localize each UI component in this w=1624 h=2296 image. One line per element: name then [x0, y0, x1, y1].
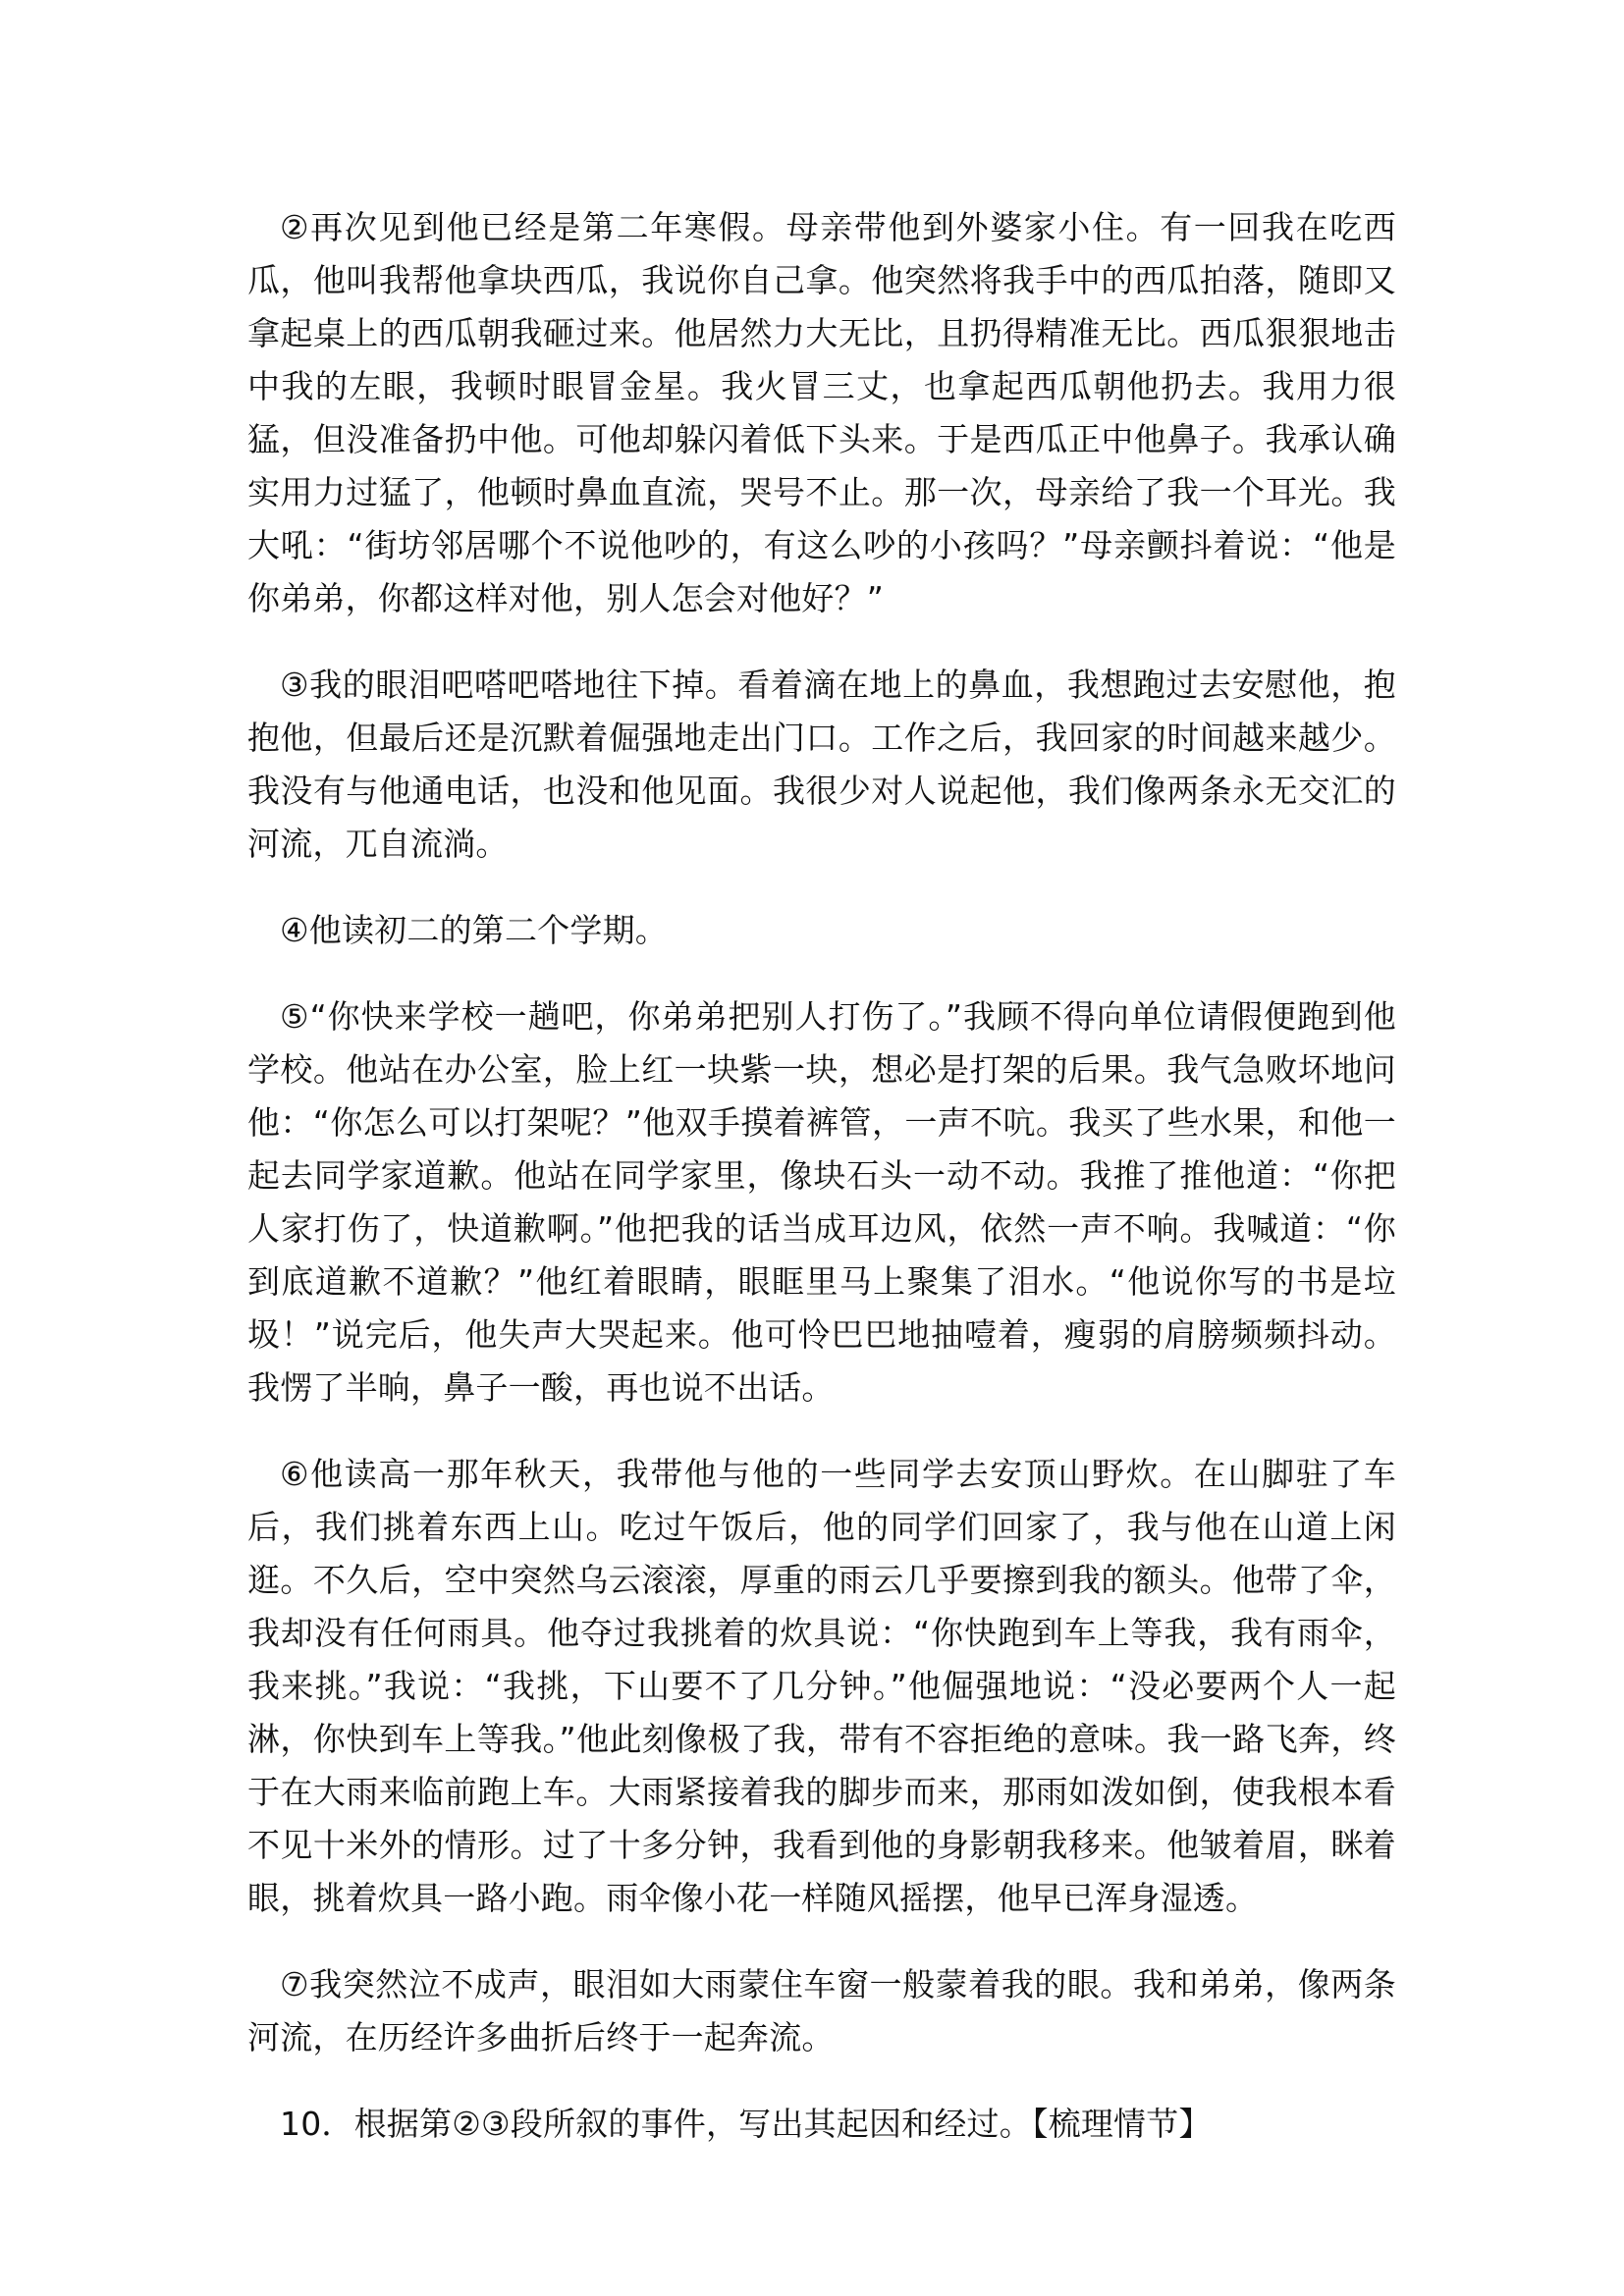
paragraph-3: ③我的眼泪吧嗒吧嗒地往下掉。看着滴在地上的鼻血，我想跑过去安慰他，抱抱他，但最后还是沉默着倔强地走出门口。工作之后，我回家的时间越来越少。我没有与他通电话，也没和他见面。我很少对人说起他，我们像两条永无交汇的河流，兀自流淌。 [247, 666, 1396, 863]
paragraph-6: ⑥他读高一那年秋天，我带他与他的一些同学去安顶山野炊。在山脚驻了车后，我们挑着东西上山。吃过午饭后，他的同学们回家了，我与他在山道上闲逛。不久后，空中突然乌云滚滚，厚重的雨云几乎要擦到我的额头。他带了伞，我却没有任何雨具。他夺过我挑着的炊具说：“你快跑到车上等我，我有雨伞，我来挑。”我说：“我挑，下山要不了几分钟。”他倔强地说：“没必要两个人一起淋，你快到车上等我。”他此刻像极了我，带有不容拒绝的意味。我一路飞奔，终于在大雨来临前跑上车。大雨紧接着我的脚步而来，那雨如泼如倒，使我根本看不见十米外的情形。过了十多分钟，我看到他的身影朝我移来。他皱着眉，眯着眼，挑着炊具一路小跑。雨伞像小花一样随风摇摆，他早已浑身湿透。 [247, 1455, 1396, 1917]
paragraph-2: ②再次见到他已经是第二年寒假。母亲带他到外婆家小住。有一回我在吃西瓜，他叫我帮他拿块西瓜，我说你自己拿。他突然将我手中的西瓜拍落，随即又拿起桌上的西瓜朝我砸过来。他居然力大无比，且扔得精准无比。西瓜狠狠地击中我的左眼，我顿时眼冒金星。我火冒三丈，也拿起西瓜朝他扔去。我用力很猛，但没准备扔中他。可他却躲闪着低下头来。于是西瓜正中他鼻子。我承认确实用力过猛了，他顿时鼻血直流，哭号不止。那一次，母亲给了我一个耳光。我大吼：“街坊邻居哪个不说他吵的，有这么吵的小孩吗？”母亲颤抖着说：“他是你弟弟，你都这样对他，别人怎会对他好？” [247, 208, 1396, 617]
document-body [247, 201, 1396, 2184]
paragraph-4: ④他读初二的第二个学期。 [280, 911, 668, 949]
paragraph-7: ⑦我突然泣不成声，眼泪如大雨蒙住车窗一般蒙着我的眼。我和弟弟，像两条河流，在历经许多曲折后终于一起奔流。 [247, 1965, 1396, 2056]
question-10: 10．根据第②③段所叙的事件，写出其起因和经过。【梳理情节】 [280, 2105, 1212, 2143]
paragraph-5: ⑤“你快来学校一趟吧，你弟弟把别人打伤了。”我顾不得向单位请假便跑到他学校。他站在办公室，脸上红一块紫一块，想必是打架的后果。我气急败坏地问他：“你怎么可以打架呢？”他双手摸着裤管，一声不吭。我买了些水果，和他一起去同学家道歉。他站在同学家里，像块石头一动不动。我推了推他道：“你把人家打伤了，快道歉啊。”他把我的话当成耳边风，依然一声不响。我喊道：“你到底道歉不道歉？”他红着眼睛，眼眶里马上聚集了泪水。“他说你写的书是垃圾！”说完后，他失声大哭起来。他可怜巴巴地抽噎着，瘦弱的肩膀频频抖动。我愣了半晌，鼻子一酸，再也说不出话。 [247, 997, 1396, 1407]
